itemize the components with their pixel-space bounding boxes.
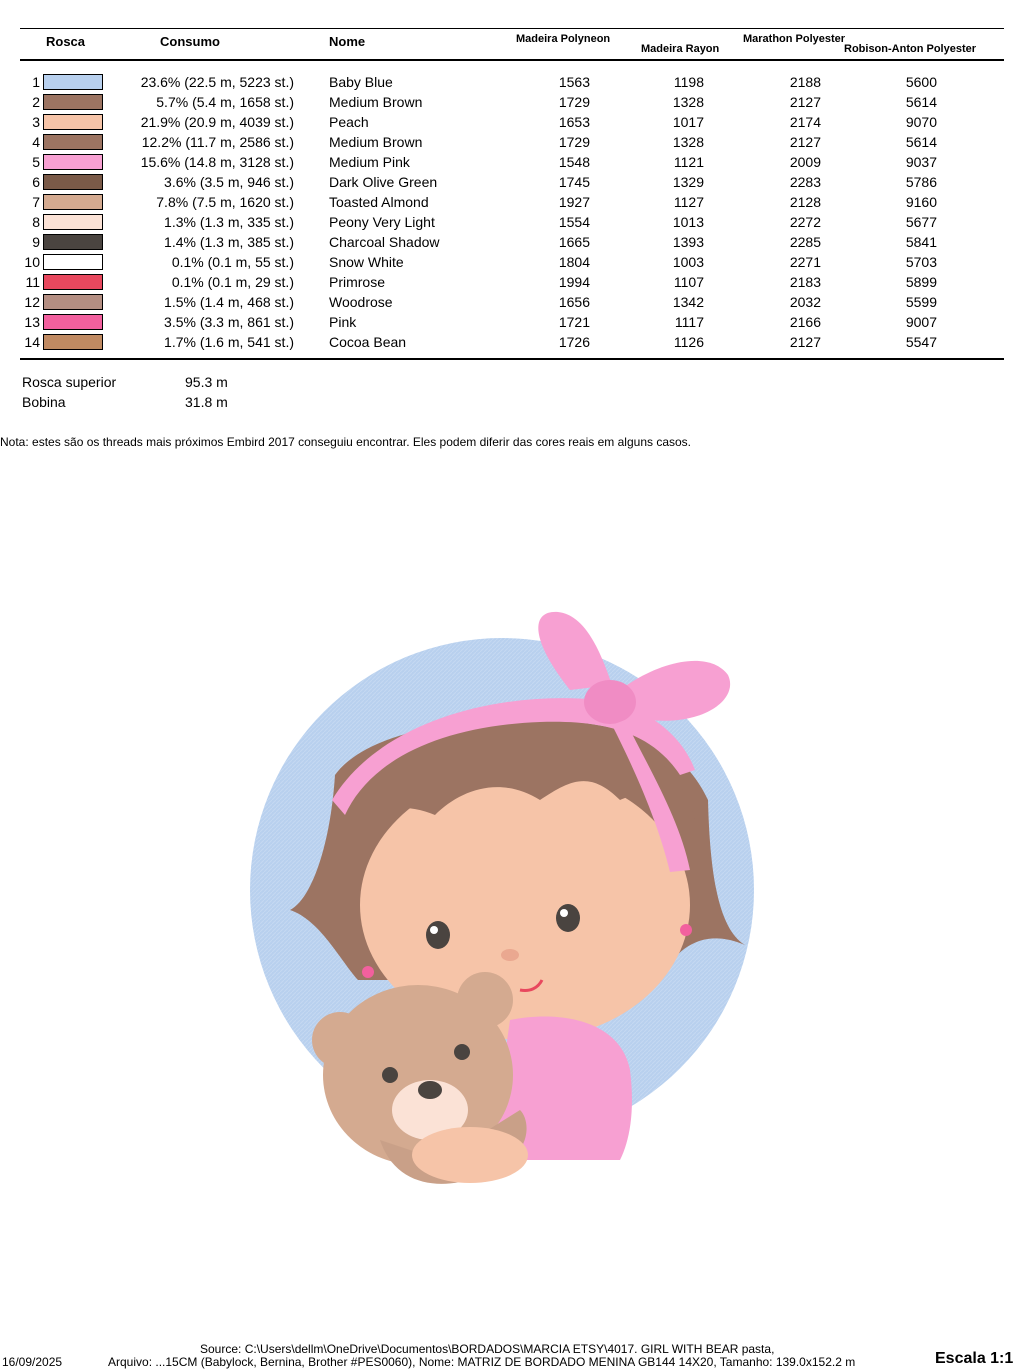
row-consumo: 0.1% (0.1 m, 29 st.): [171, 274, 294, 290]
row-robison: 5614: [905, 134, 937, 150]
row-madeira-rayon: 1329: [672, 174, 704, 190]
bow-right-loop: [620, 661, 730, 721]
color-swatch: [43, 134, 103, 150]
row-marathon: 2283: [789, 174, 821, 190]
row-robison: 5786: [905, 174, 937, 190]
row-number: 3: [32, 114, 40, 130]
bobina-label: Bobina: [22, 394, 66, 410]
row-madeira-rayon: 1126: [673, 334, 704, 350]
row-madeira-polyneon: 1548: [558, 154, 590, 170]
row-marathon: 2127: [789, 94, 821, 110]
row-nome: Cocoa Bean: [329, 334, 407, 350]
row-nome: Pink: [329, 314, 357, 330]
footer-escala: Escala 1:1: [935, 1350, 1014, 1367]
col-header-madeira-rayon: Madeira Rayon: [641, 43, 720, 55]
row-marathon: 2127: [789, 134, 821, 150]
row-madeira-rayon: 1013: [672, 214, 704, 230]
color-swatch: [43, 174, 103, 190]
row-robison: 9037: [905, 154, 937, 170]
col-header-consumo: Consumo: [160, 34, 220, 49]
row-madeira-polyneon: 1726: [558, 334, 590, 350]
row-robison: 9160: [905, 194, 937, 210]
row-consumo: 1.4% (1.3 m, 385 st.): [164, 234, 294, 250]
row-number: 8: [32, 214, 40, 230]
row-robison: 5614: [905, 94, 937, 110]
table-top-rule: [20, 28, 1004, 29]
row-consumo: 7.8% (7.5 m, 1620 st.): [156, 194, 294, 210]
row-marathon: 2127: [789, 334, 821, 350]
row-madeira-polyneon: 1653: [558, 114, 590, 130]
row-number: 10: [24, 254, 40, 270]
bear-left-eye: [382, 1067, 398, 1083]
color-swatch: [43, 234, 103, 250]
girl-hand: [412, 1127, 528, 1183]
nose: [501, 949, 519, 961]
row-madeira-polyneon: 1656: [558, 294, 590, 310]
row-marathon: 2009: [789, 154, 821, 170]
row-consumo: 1.5% (1.4 m, 468 st.): [164, 294, 294, 310]
row-madeira-rayon: 1127: [673, 194, 704, 210]
row-robison: 5899: [905, 274, 937, 290]
color-swatch: [43, 114, 103, 130]
row-marathon: 2188: [789, 74, 821, 90]
row-madeira-rayon: 1198: [673, 74, 704, 90]
row-nome: Snow White: [329, 254, 404, 270]
row-consumo: 3.5% (3.3 m, 861 st.): [164, 314, 294, 330]
row-number: 14: [24, 334, 40, 350]
row-madeira-rayon: 1117: [674, 314, 704, 330]
row-robison: 5599: [905, 294, 937, 310]
footer-source: Source: C:\Users\dellm\OneDrive\Documentos\BORDADOS\MARCIA ETSY\4017. GIRL WITH BEAR pasta,: [200, 1342, 775, 1356]
row-madeira-rayon: 1003: [672, 254, 704, 270]
row-marathon: 2128: [789, 194, 821, 210]
row-robison: 5600: [905, 74, 937, 90]
row-nome: Medium Pink: [329, 154, 410, 170]
row-robison: 5677: [905, 214, 937, 230]
row-nome: Peony Very Light: [329, 214, 435, 230]
row-consumo: 12.2% (11.7 m, 2586 st.): [141, 134, 294, 150]
row-madeira-rayon: 1328: [672, 94, 704, 110]
row-robison: 9070: [905, 114, 937, 130]
footer-date: 16/09/2025: [2, 1355, 63, 1369]
row-number: 1: [32, 74, 40, 90]
footer-arquivo: Arquivo: ...15CM (Babylock, Bernina, Brother #PES0060), Nome: MATRIZ DE BORDADO MENINA GB144 14X20, Tamanho: 139.0x152.2 m: [108, 1355, 856, 1369]
row-nome: Dark Olive Green: [329, 174, 438, 190]
row-marathon: 2183: [789, 274, 821, 290]
row-madeira-rayon: 1328: [672, 134, 704, 150]
col-header-rosca: Rosca: [46, 34, 86, 49]
color-swatch: [43, 154, 103, 170]
embroidery-preview-image: [240, 600, 780, 1200]
row-robison: 5547: [905, 334, 937, 350]
color-swatch: [43, 214, 103, 230]
row-madeira-polyneon: 1554: [558, 214, 590, 230]
row-madeira-polyneon: 1994: [558, 274, 590, 290]
row-number: 9: [32, 234, 40, 250]
right-eye: [556, 904, 580, 932]
row-consumo: 21.9% (20.9 m, 4039 st.): [140, 114, 294, 130]
row-madeira-rayon: 1017: [672, 114, 704, 130]
row-madeira-polyneon: 1804: [558, 254, 590, 270]
color-swatch: [43, 294, 103, 310]
table-header-rule: [20, 59, 1004, 61]
bow-knot: [584, 680, 636, 724]
table-bottom-rule: [20, 358, 1004, 360]
color-swatch: [43, 314, 103, 330]
rosca-superior-label: Rosca superior: [22, 374, 117, 390]
bobina-value: 31.8 m: [185, 394, 228, 410]
row-nome: Primrose: [329, 274, 386, 290]
row-madeira-polyneon: 1745: [558, 174, 590, 190]
color-swatch: [43, 194, 103, 210]
left-earring: [362, 966, 374, 978]
row-madeira-rayon: 1342: [672, 294, 704, 310]
right-earring: [680, 924, 692, 936]
row-madeira-polyneon: 1563: [558, 74, 590, 90]
row-marathon: 2271: [789, 254, 821, 270]
row-number: 13: [24, 314, 40, 330]
row-madeira-polyneon: 1721: [558, 314, 590, 330]
row-robison: 9007: [905, 314, 937, 330]
row-marathon: 2032: [789, 294, 821, 310]
row-consumo: 15.6% (14.8 m, 3128 st.): [140, 154, 294, 170]
row-madeira-polyneon: 1729: [558, 94, 590, 110]
row-nome: Medium Brown: [329, 94, 423, 110]
row-nome: Toasted Almond: [329, 194, 429, 210]
color-swatch: [43, 334, 103, 350]
row-marathon: 2174: [789, 114, 821, 130]
row-number: 6: [32, 174, 40, 190]
row-marathon: 2285: [789, 234, 821, 250]
row-marathon: 2166: [789, 314, 821, 330]
row-madeira-rayon: 1393: [672, 234, 704, 250]
row-consumo: 1.7% (1.6 m, 541 st.): [164, 334, 294, 350]
color-swatch: [43, 274, 103, 290]
row-nome: Woodrose: [329, 294, 393, 310]
row-consumo: 0.1% (0.1 m, 55 st.): [171, 254, 294, 270]
row-nome: Baby Blue: [329, 74, 393, 90]
row-number: 5: [32, 154, 40, 170]
row-nome: Peach: [329, 114, 369, 130]
col-header-madeira-polyneon: Madeira Polyneon: [516, 33, 611, 45]
row-number: 2: [32, 94, 40, 110]
col-header-robison: Robison-Anton Polyester: [844, 43, 977, 55]
bear-right-eye: [454, 1044, 470, 1060]
left-eye: [426, 921, 450, 949]
row-madeira-rayon: 1121: [673, 154, 704, 170]
note-text: Nota: estes são os threads mais próximos Embird 2017 conseguiu encontrar. Eles podem diferir das cores reais em alguns casos.: [0, 435, 692, 449]
color-swatch: [43, 74, 103, 90]
row-number: 12: [24, 294, 40, 310]
color-swatch: [43, 254, 103, 270]
row-madeira-polyneon: 1927: [558, 194, 590, 210]
row-number: 4: [32, 134, 40, 150]
row-consumo: 3.6% (3.5 m, 946 st.): [164, 174, 294, 190]
col-header-marathon: Marathon Polyester: [743, 33, 846, 45]
row-nome: Medium Brown: [329, 134, 423, 150]
row-madeira-polyneon: 1665: [558, 234, 590, 250]
col-header-nome: Nome: [329, 34, 366, 49]
row-number: 11: [25, 274, 40, 290]
row-madeira-polyneon: 1729: [558, 134, 590, 150]
row-consumo: 5.7% (5.4 m, 1658 st.): [156, 94, 294, 110]
color-swatch: [43, 94, 103, 110]
row-number: 7: [32, 194, 40, 210]
row-marathon: 2272: [789, 214, 821, 230]
row-consumo: 1.3% (1.3 m, 335 st.): [164, 214, 294, 230]
row-nome: Charcoal Shadow: [329, 234, 440, 250]
row-robison: 5841: [905, 234, 937, 250]
row-robison: 5703: [905, 254, 937, 270]
bear-nose: [418, 1081, 442, 1099]
row-madeira-rayon: 1107: [673, 274, 704, 290]
row-consumo: 23.6% (22.5 m, 5223 st.): [140, 74, 294, 90]
rosca-superior-value: 95.3 m: [185, 374, 228, 390]
